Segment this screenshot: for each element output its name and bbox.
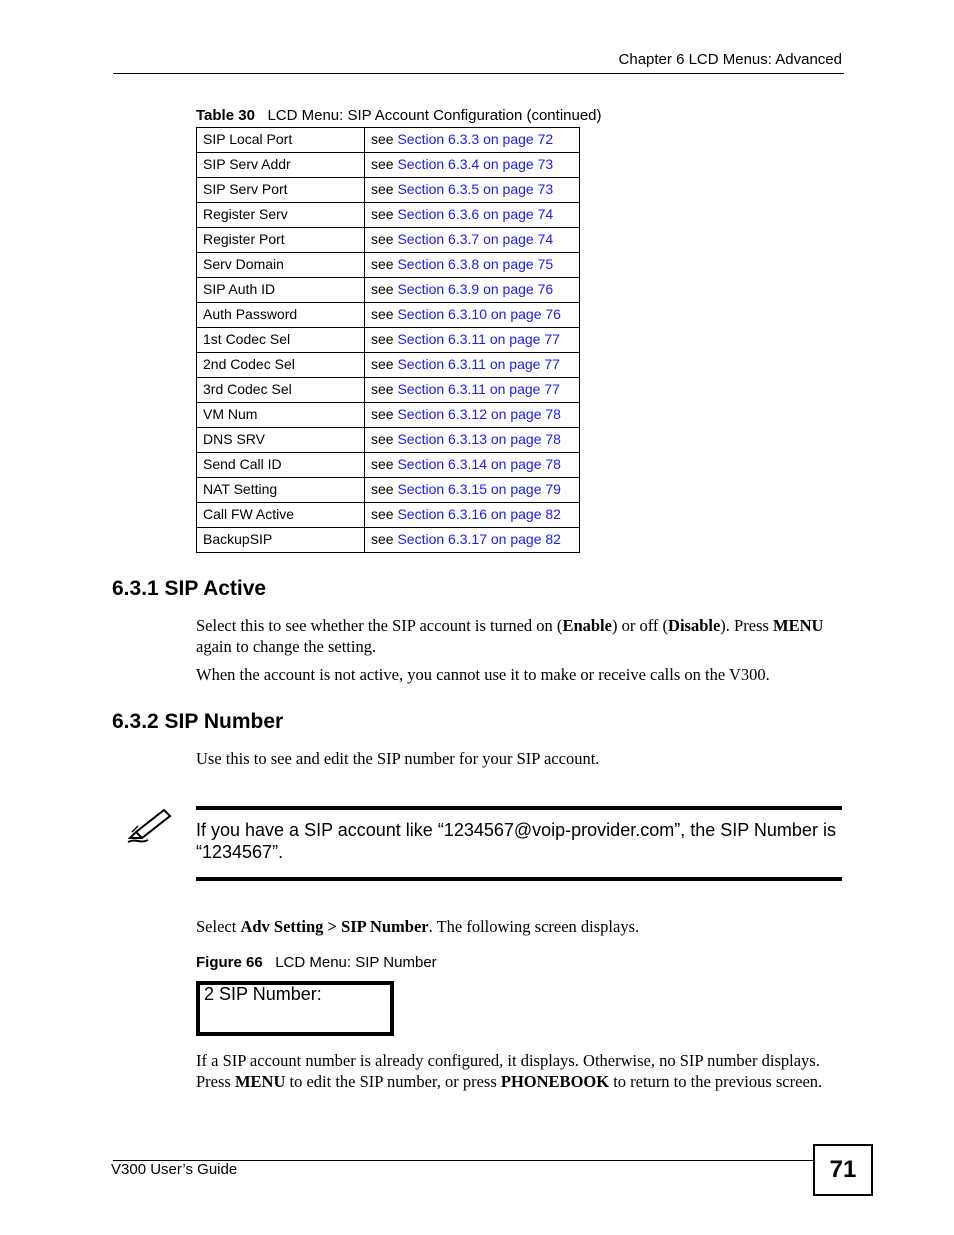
see-label: see bbox=[371, 456, 398, 472]
table-cell-item: Register Port bbox=[197, 228, 365, 253]
table-cell-item: Register Serv bbox=[197, 203, 365, 228]
section-heading-sip-number: 6.3.2 SIP Number bbox=[112, 710, 284, 733]
section-heading-sip-active: 6.3.1 SIP Active bbox=[112, 577, 267, 600]
sip-number-paragraph-2: Select Adv Setting > SIP Number. The following screen displays. bbox=[196, 917, 640, 936]
see-label: see bbox=[371, 481, 398, 497]
table-cell-reference bbox=[365, 453, 580, 478]
table-cell-item: DNS SRV bbox=[197, 428, 365, 453]
table-cell-item: VM Num bbox=[197, 403, 365, 428]
table-cell-item: SIP Serv Port bbox=[197, 178, 365, 203]
figure-label: Figure 66 bbox=[196, 954, 263, 971]
header-rule bbox=[113, 73, 844, 74]
table-row bbox=[197, 403, 580, 428]
sip-active-paragraph-2: When the account is not active, you cannot use it to make or receive calls on the V300. bbox=[196, 665, 770, 684]
table-cell-item: SIP Local Port bbox=[197, 128, 365, 153]
table-cell-item: Send Call ID bbox=[197, 453, 365, 478]
note-top-rule bbox=[196, 806, 842, 810]
sip-config-table bbox=[196, 127, 580, 553]
table-cell-item: 2nd Codec Sel bbox=[197, 353, 365, 378]
section-link[interactable]: Section 6.3.3 on page 72 bbox=[397, 131, 554, 147]
table-cell-reference bbox=[365, 253, 580, 278]
table-row bbox=[197, 178, 580, 203]
table-row bbox=[197, 228, 580, 253]
section-link[interactable]: Section 6.3.14 on page 78 bbox=[397, 456, 561, 472]
table-cell-item: Call FW Active bbox=[197, 503, 365, 528]
table-cell-reference bbox=[365, 503, 580, 528]
section-link[interactable]: Section 6.3.9 on page 76 bbox=[397, 281, 554, 297]
sip-number-paragraph-1: Use this to see and edit the SIP number for your SIP account. bbox=[196, 749, 600, 768]
table-row bbox=[197, 303, 580, 328]
see-label: see bbox=[371, 356, 398, 372]
pencil-note-icon bbox=[126, 808, 174, 849]
section-link[interactable]: Section 6.3.6 on page 74 bbox=[397, 206, 554, 222]
table-row bbox=[197, 503, 580, 528]
page-number: 71 bbox=[813, 1144, 873, 1196]
section-link[interactable]: Section 6.3.4 on page 73 bbox=[397, 156, 554, 172]
table-cell-reference bbox=[365, 153, 580, 178]
table-row bbox=[197, 478, 580, 503]
see-label: see bbox=[371, 531, 398, 547]
section-link[interactable]: Section 6.3.16 on page 82 bbox=[397, 506, 561, 522]
table-cell-reference bbox=[365, 378, 580, 403]
table-cell-reference bbox=[365, 203, 580, 228]
table-row bbox=[197, 253, 580, 278]
table-cell-reference bbox=[365, 178, 580, 203]
table-row bbox=[197, 203, 580, 228]
section-link[interactable]: Section 6.3.11 on page 77 bbox=[397, 356, 560, 372]
table-cell-item: NAT Setting bbox=[197, 478, 365, 503]
see-label: see bbox=[371, 206, 398, 222]
section-link[interactable]: Section 6.3.11 on page 77 bbox=[397, 381, 560, 397]
see-label: see bbox=[371, 506, 398, 522]
section-link[interactable]: Section 6.3.7 on page 74 bbox=[397, 231, 554, 247]
section-link[interactable]: Section 6.3.15 on page 79 bbox=[397, 481, 561, 497]
see-label: see bbox=[371, 306, 398, 322]
table-cell-item: BackupSIP bbox=[197, 528, 365, 553]
table-cell-reference bbox=[365, 478, 580, 503]
table-cell-reference bbox=[365, 128, 580, 153]
table-row bbox=[197, 378, 580, 403]
section-link[interactable]: Section 6.3.12 on page 78 bbox=[397, 406, 561, 422]
see-label: see bbox=[371, 381, 398, 397]
table-cell-reference bbox=[365, 278, 580, 303]
section-link[interactable]: Section 6.3.5 on page 73 bbox=[397, 181, 554, 197]
section-link[interactable]: Section 6.3.8 on page 75 bbox=[397, 256, 554, 272]
table-row bbox=[197, 428, 580, 453]
table-cell-item: Serv Domain bbox=[197, 253, 365, 278]
section-link[interactable]: Section 6.3.13 on page 78 bbox=[397, 431, 561, 447]
see-label: see bbox=[371, 431, 398, 447]
table-caption bbox=[196, 107, 602, 124]
chapter-header: Chapter 6 LCD Menus: Advanced bbox=[618, 51, 842, 68]
see-label: see bbox=[371, 281, 398, 297]
table-row bbox=[197, 153, 580, 178]
sip-active-paragraph-1: Select this to see whether the SIP account is turned on (Enable) or off (Disable). Press MENU again to change the setting. bbox=[196, 616, 824, 656]
sip-number-paragraph-3: If a SIP account number is already configured, it displays. Otherwise, no SIP number displays. Press MENU to edit the SIP number, or press PHONEBOOK to return to the previous screen. bbox=[196, 1051, 823, 1091]
lcd-screen-text: 2 SIP Number: bbox=[204, 984, 322, 1004]
see-label: see bbox=[371, 256, 398, 272]
table-cell-reference bbox=[365, 303, 580, 328]
table-cell-reference bbox=[365, 228, 580, 253]
table-row bbox=[197, 453, 580, 478]
table-row bbox=[197, 528, 580, 553]
see-label: see bbox=[371, 231, 398, 247]
note-bottom-rule bbox=[196, 877, 842, 881]
footer-guide-title: V300 User’s Guide bbox=[111, 1161, 238, 1178]
figure-caption bbox=[196, 954, 437, 971]
table-row bbox=[197, 353, 580, 378]
table-cell-item: SIP Serv Addr bbox=[197, 153, 365, 178]
see-label: see bbox=[371, 331, 398, 347]
table-cell-reference bbox=[365, 328, 580, 353]
see-label: see bbox=[371, 181, 398, 197]
table-row bbox=[197, 278, 580, 303]
table-cell-item: SIP Auth ID bbox=[197, 278, 365, 303]
table-cell-reference bbox=[365, 428, 580, 453]
table-row bbox=[197, 128, 580, 153]
figure-title: LCD Menu: SIP Number bbox=[275, 954, 437, 971]
table-cell-item: Auth Password bbox=[197, 303, 365, 328]
note-text: If you have a SIP account like “1234567@voip-provider.com”, the SIP Number is “1234567”. bbox=[196, 820, 836, 862]
table-cell-reference bbox=[365, 403, 580, 428]
table-cell-reference bbox=[365, 353, 580, 378]
see-label: see bbox=[371, 131, 398, 147]
table-caption-title: LCD Menu: SIP Account Configuration (continued) bbox=[267, 107, 602, 124]
table-cell-item: 3rd Codec Sel bbox=[197, 378, 365, 403]
section-link[interactable]: Section 6.3.11 on page 77 bbox=[397, 331, 560, 347]
table-caption-label: Table 30 bbox=[196, 107, 255, 124]
see-label: see bbox=[371, 406, 398, 422]
table-row bbox=[197, 328, 580, 353]
table-cell-item: 1st Codec Sel bbox=[197, 328, 365, 353]
see-label: see bbox=[371, 156, 398, 172]
section-link[interactable]: Section 6.3.10 on page 76 bbox=[397, 306, 561, 322]
section-link[interactable]: Section 6.3.17 on page 82 bbox=[397, 531, 561, 547]
table-cell-reference bbox=[365, 528, 580, 553]
